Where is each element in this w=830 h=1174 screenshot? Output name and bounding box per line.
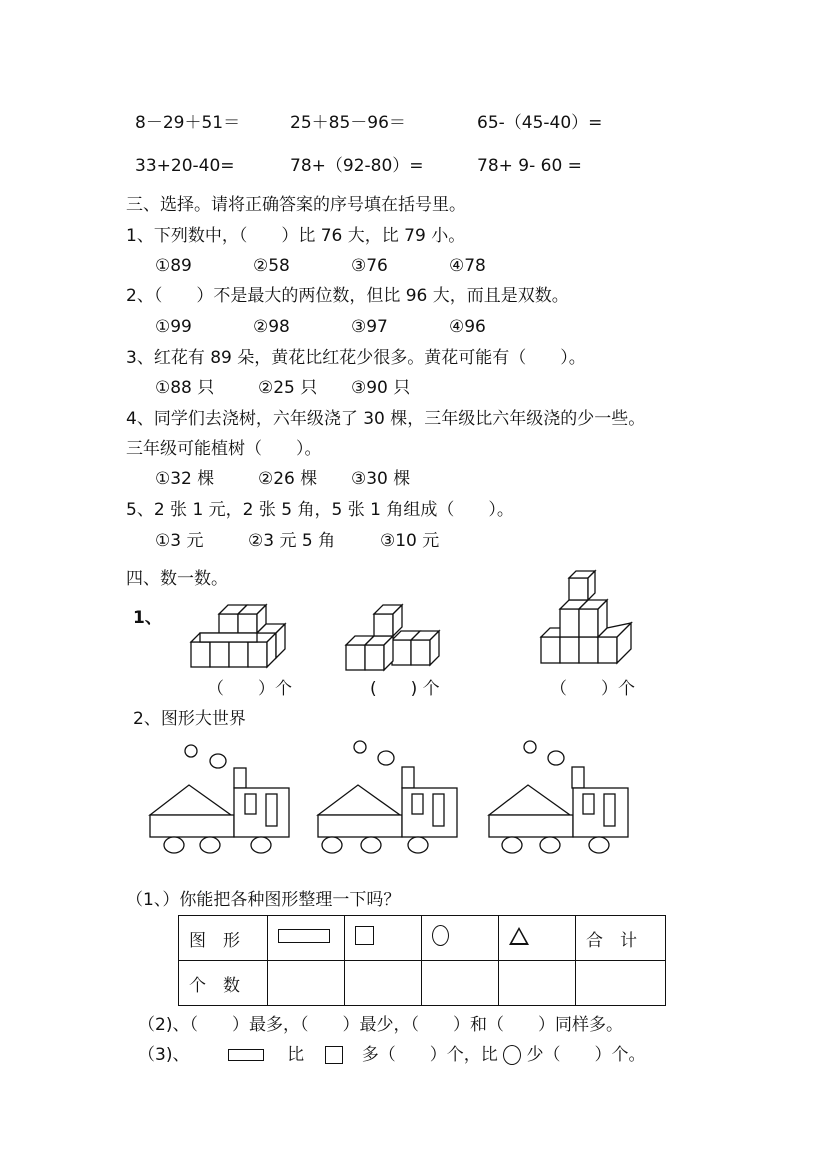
answer-3: （ ）个 <box>550 679 635 699</box>
count-cell-triangle[interactable] <box>499 961 576 1006</box>
q1-opt-4: ④78 <box>449 256 486 276</box>
count-cell-circle[interactable] <box>422 961 499 1006</box>
q2-opt-1: ①99 <box>155 317 192 337</box>
train-3 <box>489 741 628 853</box>
cube-stack-3 <box>541 571 631 663</box>
total-head: 合 计 <box>576 916 666 961</box>
answer-1: （ ）个 <box>207 679 292 699</box>
q1-opt-1: ①89 <box>155 256 192 276</box>
arith-1-2: 25＋85－96＝ <box>290 113 406 133</box>
arith-2-2: 78+（92-80）= <box>290 156 424 176</box>
q3-opt-1: ①88 只 <box>155 378 215 398</box>
q2-opt-2: ②98 <box>253 317 290 337</box>
q4-text-2: 三年级可能植树（ ）。 <box>126 439 322 459</box>
q1-text: 1、下列数中，（ ）比 76 大，比 79 小。 <box>126 226 466 246</box>
q3-opt-2: ②25 只 <box>258 378 318 398</box>
q3-less: 少（ ）个。 <box>526 1045 646 1065</box>
arith-2-3: 78+ 9- 60 = <box>477 156 582 176</box>
part2-q3 <box>138 1044 646 1066</box>
count-cell-square[interactable] <box>345 961 422 1006</box>
q2-opt-4: ④96 <box>449 317 486 337</box>
square-icon-inline <box>325 1046 343 1064</box>
q3-prefix: （3)、 <box>138 1045 190 1065</box>
count-cell-total[interactable] <box>576 961 666 1006</box>
long-rectangle-icon <box>278 929 330 943</box>
row-shape-head: 图 形 <box>179 916 268 961</box>
cube-stack-2 <box>346 605 439 670</box>
part2-q2: （2)、（ ）最多，（ ）最少，（ ）和（ ）同样多。 <box>138 1015 623 1035</box>
section-4-title: 四、数一数。 <box>126 569 228 589</box>
q3-text: 3、红花有 89 朵，黄花比红花少很多。黄花可能有（ ）。 <box>126 348 586 368</box>
q4-text: 4、同学们去浇树，六年级浇了 30 棵，三年级比六年级浇的少一些。 <box>126 409 646 429</box>
count-cell-rect[interactable] <box>268 961 345 1006</box>
q5-opt-1: ①3 元 <box>155 531 204 551</box>
square-icon <box>355 926 374 945</box>
section-3-title: 三、选择。请将正确答案的序号填在括号里。 <box>126 195 466 215</box>
arith-2-1: 33+20-40= <box>135 156 235 176</box>
q4-opt-1: ①32 棵 <box>155 469 215 489</box>
shape-count-table <box>178 915 666 1006</box>
train-1 <box>150 745 289 853</box>
triangle-icon <box>509 927 529 945</box>
q5-opt-2: ②3 元 5 角 <box>248 531 336 551</box>
arith-1-3: 65-（45-40）= <box>477 113 603 133</box>
part2-q1: （1、）你能把各种图形整理一下吗？ <box>126 890 401 910</box>
answer-2: ( ) 个 <box>370 679 440 699</box>
q3-more: 多（ ）个，比 <box>361 1045 498 1065</box>
rectangle-icon <box>228 1049 264 1061</box>
q1-opt-2: ②58 <box>253 256 290 276</box>
part1-label: 1、 <box>133 608 162 628</box>
train-2 <box>318 741 457 853</box>
cube-stack-1 <box>191 605 285 667</box>
q2-text: 2、（ ）不是最大的两位数，但比 96 大，而且是双数。 <box>126 286 569 306</box>
circle-icon <box>432 925 449 946</box>
q5-opt-3: ③10 元 <box>380 531 440 551</box>
q1-opt-3: ③76 <box>351 256 388 276</box>
row-count-head: 个 数 <box>179 961 268 1006</box>
q4-opt-2: ②26 棵 <box>258 469 318 489</box>
part2-label: 2、图形大世界 <box>133 709 246 729</box>
q2-opt-3: ③97 <box>351 317 388 337</box>
arith-1-1: 8－29＋51＝ <box>135 113 241 133</box>
circle-icon-inline <box>503 1045 521 1065</box>
q3-than: 比 <box>287 1045 305 1065</box>
q5-text: 5、2 张 1 元，2 张 5 角，5 张 1 角组成（ ）。 <box>126 500 514 520</box>
q3-opt-3: ③90 只 <box>351 378 411 398</box>
q4-opt-3: ③30 棵 <box>351 469 411 489</box>
